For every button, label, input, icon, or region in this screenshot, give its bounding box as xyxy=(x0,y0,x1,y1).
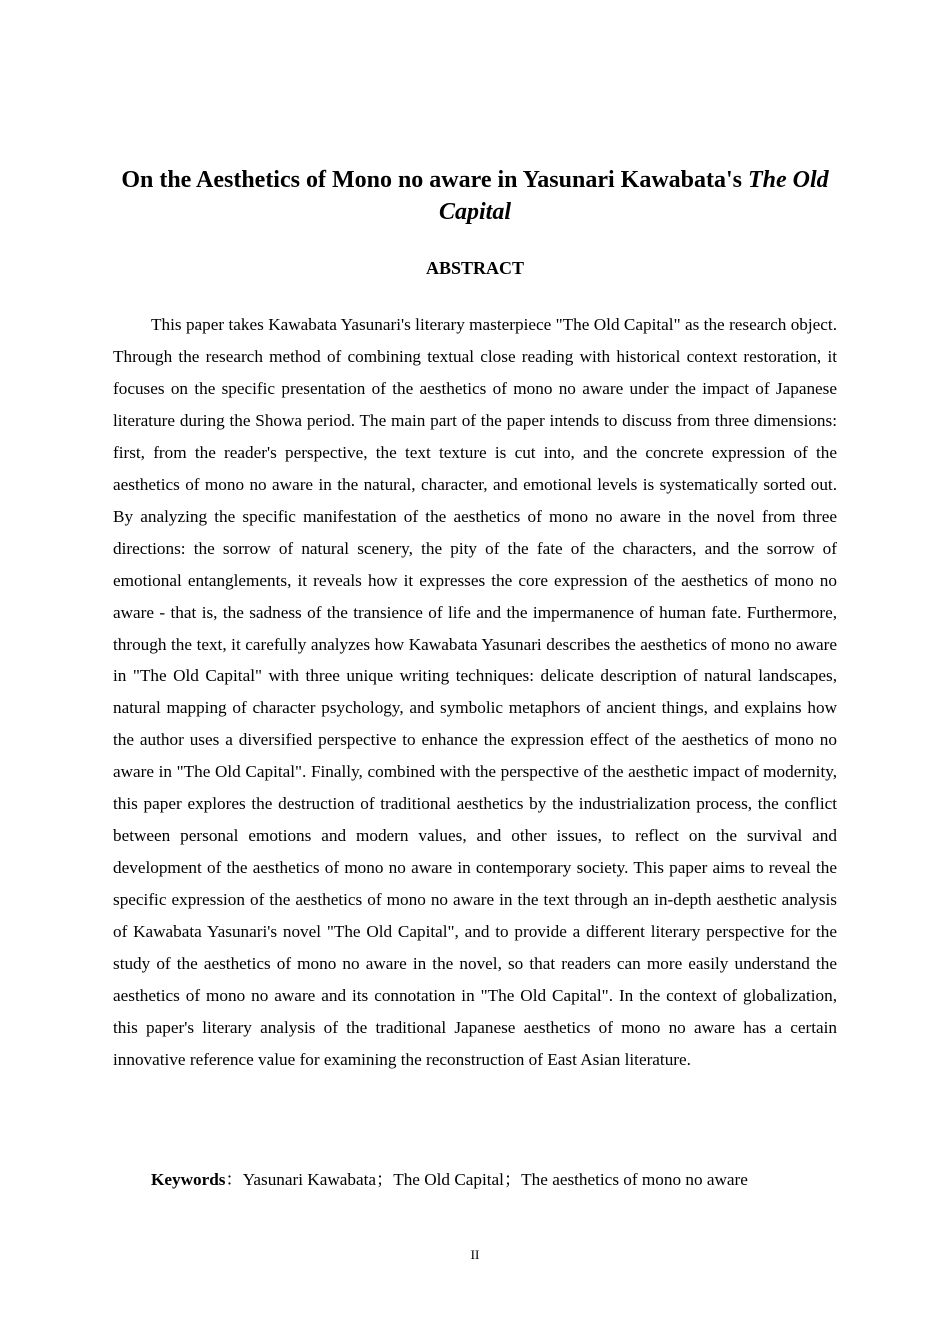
keywords-label: Keywords xyxy=(151,1170,226,1189)
page-number: II xyxy=(470,1247,480,1262)
paper-title-main: On the Aesthetics of Mono no aware in Yasunari Kawabata's xyxy=(121,167,749,193)
abstract-body: This paper takes Kawabata Yasunari's literary masterpiece "The Old Capital" as the research object. Through the research method of combining textual close reading with historical context restoration, it focuses on the specific presentation of the aesthetics of mono no aware under the impact of Japanese literature during the Showa period. The main part of the paper intends to discuss from three dimensions: first, from the reader's perspective, the text texture is cut into, and the concrete expression of the aesthetics of mono no aware in the natural, character, and emotional levels is systematically sorted out. By analyzing the specific manifestation of the aesthetics of mono no aware in the novel from three directions: the sorrow of natural scenery, the pity of the fate of the characters, and the sorrow of emotional entanglements, it reveals how it expresses the core expression of the aesthetics of mono no aware - that is, the sadness of the transience of life and the impermanence of human fate. Furthermore, through the text, it carefully analyzes how Kawabata Yasunari describes the aesthetics of mono no aware in "The Old Capital" with three unique writing techniques: delicate description of natural landscapes, natural mapping of character psychology, and symbolic metaphors of ancient things, and explains how the author uses a diversified perspective to enhance the expression effect of the aesthetics of mono no aware in "The Old Capital". Finally, combined with the perspective of the aesthetic impact of modernity, this paper explores the destruction of traditional aesthetics by the industrialization process, the conflict between personal emotions and modern values, and other issues, to reflect on the survival and development of the aesthetics of mono no aware in contemporary society. This paper aims to reveal the specific expression of the aesthetics of mono no aware in the text through an in-depth aesthetic analysis of Kawabata Yasunari's novel "The Old Capital", and to provide a different literary perspective for the study of the aesthetics of mono no aware in the novel, so that readers can more easily understand the aesthetics of mono no aware and its connotation in "The Old Capital". In the context of globalization, this paper's literary analysis of the traditional Japanese aesthetics of mono no aware has a certain innovative reference value for examining the reconstruction of East Asian literature. xyxy=(113,315,837,1069)
keyword-item: The aesthetics of mono no aware xyxy=(521,1170,748,1189)
keyword-item-separator: ； xyxy=(503,1170,522,1189)
abstract-heading: ABSTRACT xyxy=(425,258,525,278)
keywords-separator: ： xyxy=(225,1170,243,1189)
keyword-item: Yasunari Kawabata xyxy=(242,1170,377,1189)
keyword-item: The Old Capital xyxy=(393,1170,504,1189)
paper-title xyxy=(100,164,850,228)
paper-title-italic: The Old Capital xyxy=(438,167,829,225)
keywords-line xyxy=(151,1166,851,1194)
keyword-item-separator: ； xyxy=(376,1170,394,1189)
